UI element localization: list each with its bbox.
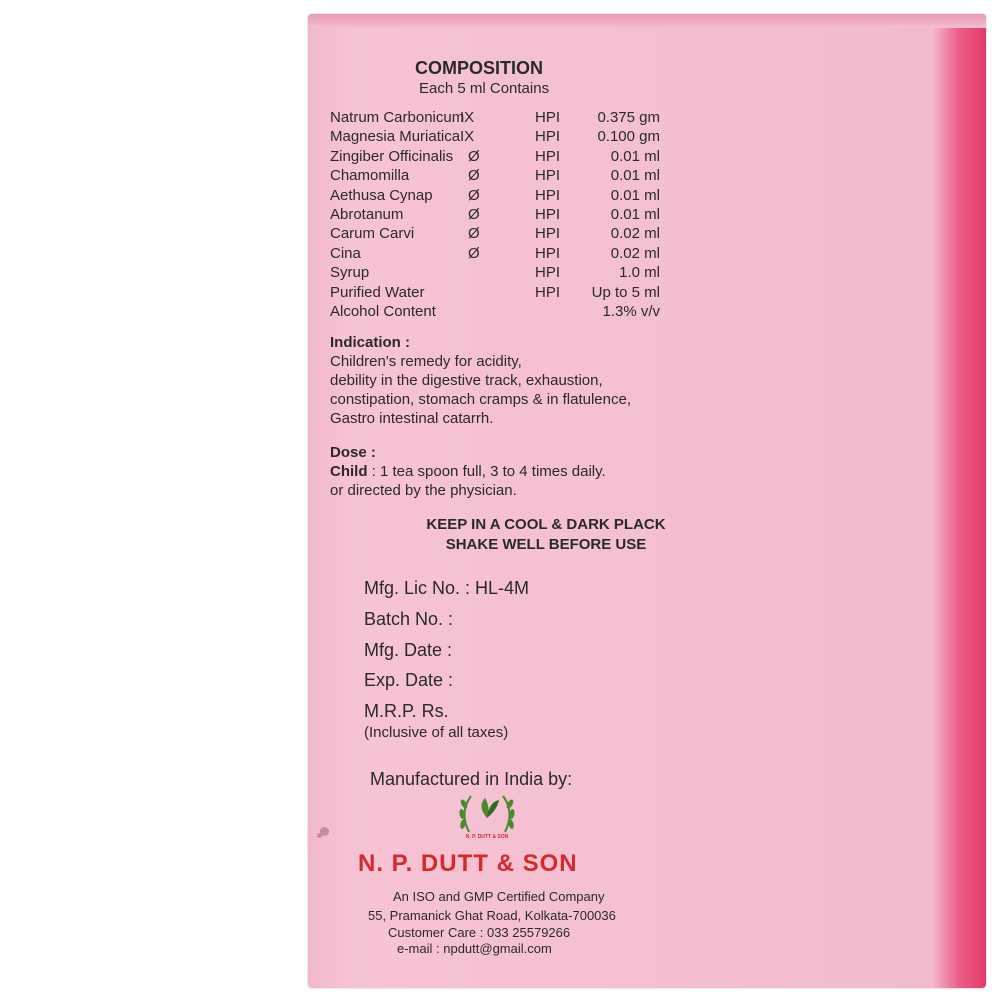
composition-row (330, 148, 660, 167)
ingredient-quantity: 1.0 ml (619, 264, 660, 282)
ingredient-quantity: 0.01 ml (610, 147, 660, 165)
indication-line: Children's remedy for acidity, (330, 353, 522, 370)
ingredient-quantity: 0.100 gm (597, 128, 660, 146)
ingredient-name: Cina (330, 244, 361, 262)
composition-row (330, 187, 660, 206)
ingredient-name: Abrotanum (330, 206, 404, 223)
composition-row (330, 167, 660, 186)
ingredient-name: Syrup (330, 264, 370, 282)
ingredient-quantity: 0.01 ml (610, 206, 660, 223)
ingredient-quantity: Up to 5 ml (591, 283, 660, 301)
ingredient-quantity: 0.01 ml (610, 167, 660, 185)
composition-row (330, 303, 660, 322)
composition-row (330, 109, 660, 128)
ingredient-potency: Ø (468, 147, 480, 165)
customer-care: Customer Care : 033 25579266 (388, 925, 571, 940)
tax-note: (Inclusive of all taxes) (364, 724, 509, 741)
storage-line2: SHAKE WELL BEFORE USE (445, 536, 647, 553)
ingredient-name: Carum Carvi (330, 225, 415, 243)
ingredient-potency: IX (460, 128, 475, 146)
ingredient-name: Chamomilla (330, 167, 410, 185)
ingredient-unit: HPI (535, 186, 561, 204)
surface-speck (317, 833, 322, 838)
composition-title: COMPOSITION (415, 58, 544, 78)
composition-subtitle: Each 5 ml Contains (419, 80, 550, 97)
ingredient-unit: HPI (535, 167, 561, 185)
ingredient-name: Purified Water (330, 283, 425, 301)
ingredient-unit: HPI (535, 264, 561, 282)
batch-no: Batch No. : (364, 609, 454, 629)
company-name: N. P. DUTT & SON (358, 850, 578, 877)
composition-row (330, 264, 660, 283)
dose-line2: or directed by the physician. (330, 482, 517, 499)
ingredient-name: Natrum Carbonicum (330, 109, 465, 126)
dose-child (330, 462, 606, 481)
indication-line: constipation, stomach cramps & in flatulence, (330, 391, 631, 408)
composition-row (330, 128, 660, 147)
ingredient-name: Zingiber Officinalis (330, 147, 454, 165)
ingredient-potency: Ø (468, 244, 480, 262)
ingredient-quantity: 0.02 ml (610, 225, 660, 243)
composition-row (330, 225, 660, 244)
ingredient-potency: IX (460, 109, 475, 126)
ingredient-unit: HPI (535, 283, 561, 301)
dose-child-label: Child (330, 463, 368, 480)
ingredient-name: Alcohol Content (330, 303, 436, 320)
ingredient-potency: Ø (468, 225, 480, 243)
exp-date: Exp. Date : (364, 670, 454, 690)
ingredient-unit: HPI (535, 206, 561, 223)
mfg-date: Mfg. Date : (364, 640, 453, 660)
dose-child-text: : 1 tea spoon full, 3 to 4 times daily. (367, 463, 606, 480)
ingredient-quantity: 0.375 gm (597, 109, 660, 126)
ingredient-potency: Ø (468, 206, 480, 223)
ingredient-quantity: 1.3% v/v (602, 303, 660, 320)
ingredient-quantity: 0.01 ml (610, 186, 660, 204)
composition-row (330, 284, 660, 303)
indication-line: Gastro intestinal catarrh. (330, 410, 494, 427)
dose-label: Dose : (330, 444, 376, 461)
manufactured-in: Manufactured in India by: (370, 769, 573, 789)
indication-label: Indication : (330, 334, 410, 351)
company-tagline: An ISO and GMP Certified Company (393, 889, 605, 904)
mfg-lic-no: Mfg. Lic No. : HL-4M (364, 578, 530, 598)
laurel-leaf-logo (455, 788, 519, 846)
indication-line: debility in the digestive track, exhaustion, (330, 372, 603, 389)
company-address: 55, Pramanick Ghat Road, Kolkata-700036 (368, 908, 616, 923)
ingredient-name: Aethusa Cynap (330, 186, 433, 204)
ingredient-unit: HPI (535, 128, 561, 146)
storage-line1: KEEP IN A COOL & DARK PLACK (426, 516, 666, 533)
ingredient-unit: HPI (535, 225, 561, 243)
mrp: M.R.P. Rs. (364, 701, 449, 721)
composition-row (330, 206, 660, 225)
logo-wordmark: N. P. DUTT & SON (465, 834, 509, 840)
ingredient-unit: HPI (535, 109, 561, 126)
ingredient-potency: Ø (468, 167, 480, 185)
company-email: e-mail : npdutt@gmail.com (397, 941, 552, 956)
ingredient-unit: HPI (535, 147, 561, 165)
ingredient-unit: HPI (535, 244, 561, 262)
composition-row (330, 245, 660, 264)
ingredient-name: Magnesia Muriatica (330, 128, 461, 146)
ingredient-quantity: 0.02 ml (610, 244, 660, 262)
ingredient-potency: Ø (468, 186, 480, 204)
